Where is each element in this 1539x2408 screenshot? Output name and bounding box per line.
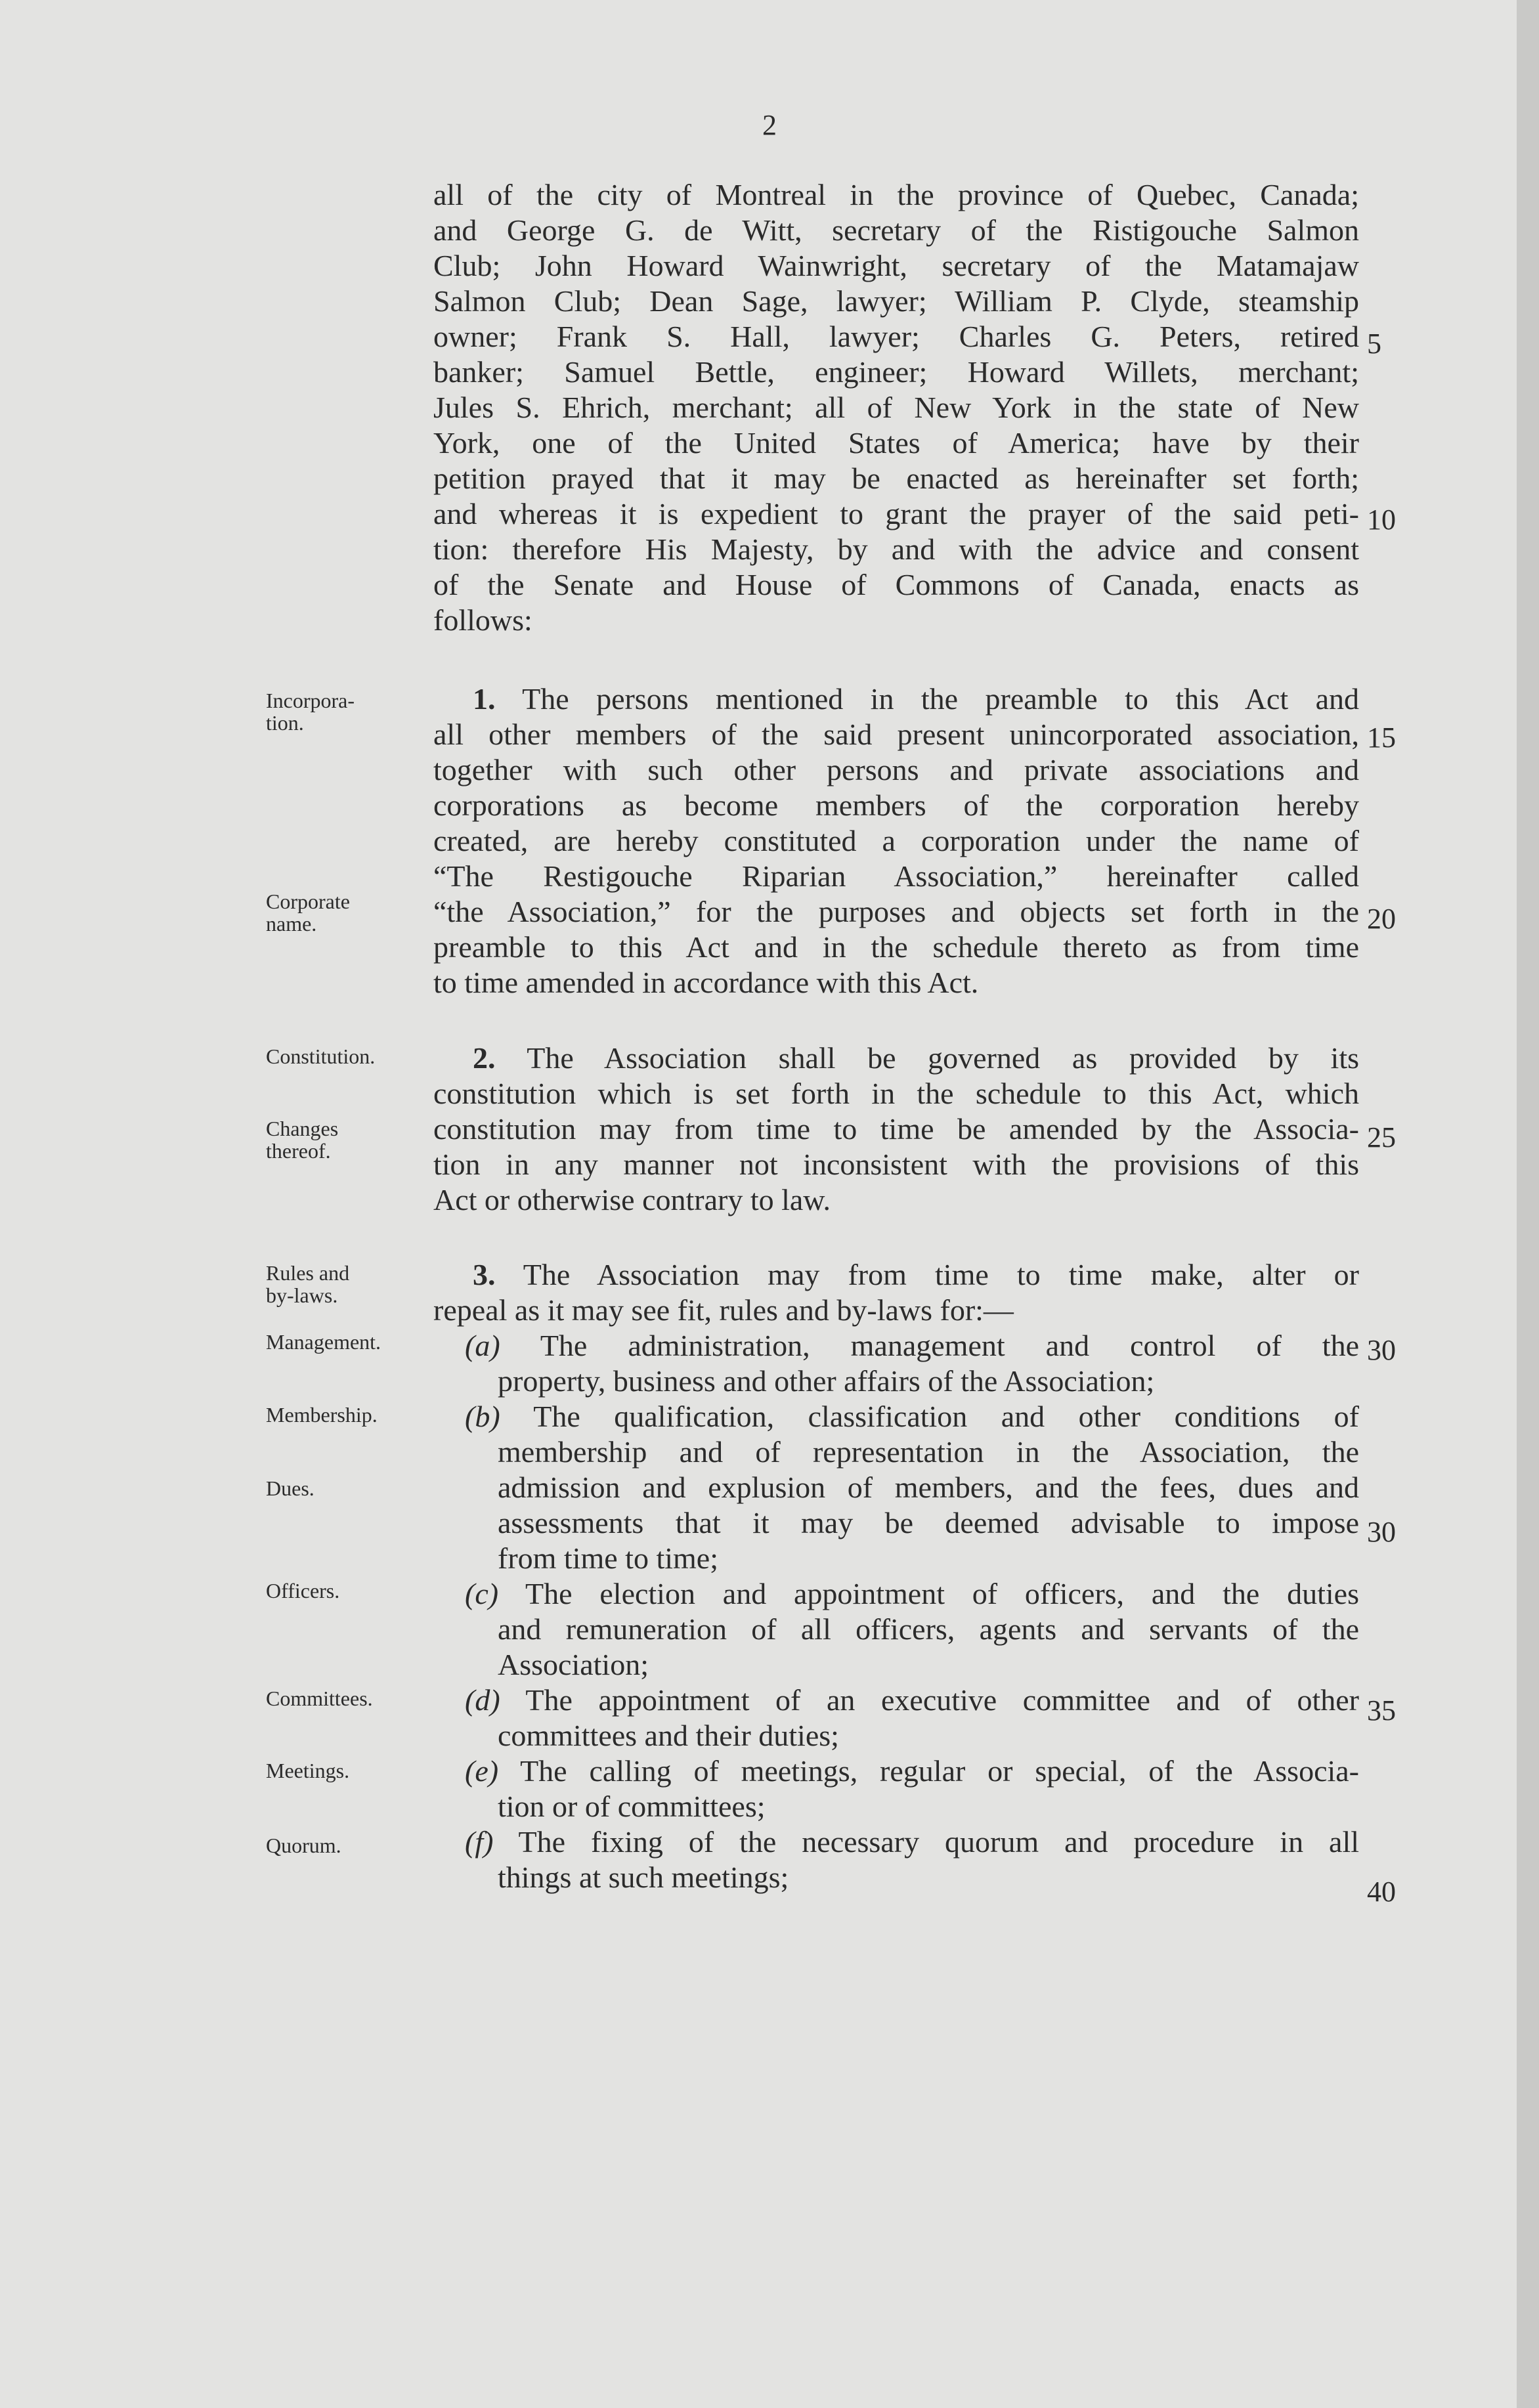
line-number: 30 xyxy=(1367,1516,1396,1548)
preamble-line: Salmon Club; Dean Sage, lawyer; William P. Clyde, steamship xyxy=(433,284,1359,318)
line-number: 20 xyxy=(1367,903,1396,935)
page-edge-shadow xyxy=(1517,0,1539,2408)
marginal-note-constitution: Constitution. xyxy=(266,1044,376,1068)
section-2-line: Act or otherwise contrary to law. xyxy=(433,1183,831,1216)
marginal-note-meetings: Meetings. xyxy=(266,1759,350,1782)
line-number: 35 xyxy=(1367,1694,1396,1727)
marginal-note-corporate-name: Corporate xyxy=(266,890,350,913)
clause-e-label: (e) xyxy=(465,1754,499,1788)
clause-b-line: membership and of representation in the Association, the xyxy=(498,1435,1359,1469)
marginal-note-incorporation: Incorpora- xyxy=(266,689,355,712)
clause-b-line: from time to time; xyxy=(498,1541,718,1575)
marginal-note-management: Management. xyxy=(266,1330,381,1354)
clause-a-label: (a) xyxy=(465,1329,500,1362)
marginal-note-officers: Officers. xyxy=(266,1579,340,1602)
preamble-line: owner; Frank S. Hall, lawyer; Charles G. Peters, retired xyxy=(433,320,1359,353)
marginal-note-committees: Committees. xyxy=(266,1687,373,1710)
clause-d-line: committees and their duties; xyxy=(498,1719,839,1752)
preamble-line: Jules S. Ehrich, merchant; all of New York in the state of New xyxy=(433,391,1359,424)
section-1-line: all other members of the said present unincorporated association, xyxy=(433,718,1359,751)
clause-d-first-line: (d) The appointment of an executive committee and of other xyxy=(465,1683,1359,1717)
clause-a-first-line: (a) The administration, management and control of the xyxy=(465,1329,1359,1362)
clause-f-label: (f) xyxy=(465,1825,494,1859)
preamble-line: follows: xyxy=(433,603,532,637)
section-2-line: constitution which is set forth in the schedule to this Act, which xyxy=(433,1077,1359,1110)
section-1-line: corporations as become members of the corporation hereby xyxy=(433,788,1359,822)
section-2-first-line: 2. The Association shall be governed as provided by its xyxy=(473,1041,1359,1075)
section-2-number: 2. xyxy=(473,1041,496,1075)
line-number: 5 xyxy=(1367,328,1381,360)
clause-c-first-line: (c) The election and appointment of officers, and the duties xyxy=(465,1577,1359,1610)
section-3-line: repeal as it may see fit, rules and by-laws for:— xyxy=(433,1293,1014,1327)
clause-b-line: assessments that it may be deemed advisable to impose xyxy=(498,1506,1359,1539)
clause-e-first-line: (e) The calling of meetings, regular or special, of the Associa- xyxy=(465,1754,1359,1788)
section-1-number: 1. xyxy=(473,682,496,716)
preamble-line: petition prayed that it may be enacted as hereinafter set forth; xyxy=(433,462,1359,495)
section-1-line: created, are hereby constituted a corporation under the name of xyxy=(433,824,1359,857)
section-1-line: to time amended in accordance with this Act. xyxy=(433,966,979,999)
preamble-line: banker; Samuel Bettle, engineer; Howard Willets, merchant; xyxy=(433,355,1359,389)
preamble-line: York, one of the United States of America; have by their xyxy=(433,426,1359,460)
marginal-note-rules: by-laws. xyxy=(266,1283,338,1307)
preamble-line: and whereas it is expedient to grant the prayer of the said peti- xyxy=(433,497,1359,530)
marginal-note-quorum: Quorum. xyxy=(266,1834,341,1857)
clause-b-line: admission and explusion of members, and the fees, dues and xyxy=(498,1471,1359,1504)
clause-d-label: (d) xyxy=(465,1683,500,1717)
section-3-first-line: 3. The Association may from time to time make, alter or xyxy=(473,1258,1359,1291)
section-1-line: preamble to this Act and in the schedule thereto as from time xyxy=(433,930,1359,964)
clause-a-line: property, business and other affairs of the Association; xyxy=(498,1364,1155,1398)
marginal-note-corporate-name: name. xyxy=(266,912,317,935)
section-3-number: 3. xyxy=(473,1258,496,1291)
clause-c-line: Association; xyxy=(498,1648,649,1681)
line-number: 30 xyxy=(1367,1334,1396,1366)
preamble-line: tion: therefore His Majesty, by and with the advice and consent xyxy=(433,532,1359,566)
clause-c-line: and remuneration of all officers, agents and servants of the xyxy=(498,1612,1359,1646)
marginal-note-membership: Membership. xyxy=(266,1403,378,1427)
clause-b-label: (b) xyxy=(465,1400,500,1433)
marginal-note-rules: Rules and xyxy=(266,1261,350,1285)
line-number: 10 xyxy=(1367,504,1396,536)
marginal-note-dues: Dues. xyxy=(266,1476,314,1500)
section-2-line: tion in any manner not inconsistent with the provisions of this xyxy=(433,1148,1359,1181)
section-2-line: constitution may from time to time be amended by the Associa- xyxy=(433,1112,1359,1146)
line-number: 40 xyxy=(1367,1876,1396,1908)
preamble-line: Club; John Howard Wainwright, secretary of the Matamajaw xyxy=(433,249,1359,282)
page-number: 2 xyxy=(762,109,777,141)
clause-e-line: tion or of committees; xyxy=(498,1790,766,1823)
line-number: 25 xyxy=(1367,1121,1396,1153)
preamble-line: of the Senate and House of Commons of Canada, enacts as xyxy=(433,568,1359,601)
section-1-first-line: 1. The persons mentioned in the preamble to this Act and xyxy=(473,682,1359,716)
section-1-line: “The Restigouche Riparian Association,” hereinafter called xyxy=(433,859,1359,893)
clause-f-first-line: (f) The fixing of the necessary quorum and procedure in all xyxy=(465,1825,1359,1859)
section-1-line: together with such other persons and private associations and xyxy=(433,753,1359,786)
section-1-line: “the Association,” for the purposes and objects set forth in the xyxy=(433,895,1359,928)
clause-b-first-line: (b) The qualification, classification and other conditions of xyxy=(465,1400,1359,1433)
preamble-line: and George G. de Witt, secretary of the Ristigouche Salmon xyxy=(433,213,1359,247)
clause-c-label: (c) xyxy=(465,1577,499,1610)
marginal-note-changes: thereof. xyxy=(266,1139,331,1163)
clause-f-line: things at such meetings; xyxy=(498,1860,789,1894)
preamble-line: all of the city of Montreal in the province of Quebec, Canada; xyxy=(433,178,1359,211)
line-number: 15 xyxy=(1367,721,1396,754)
marginal-note-incorporation: tion. xyxy=(266,711,304,735)
marginal-note-changes: Changes xyxy=(266,1117,339,1140)
